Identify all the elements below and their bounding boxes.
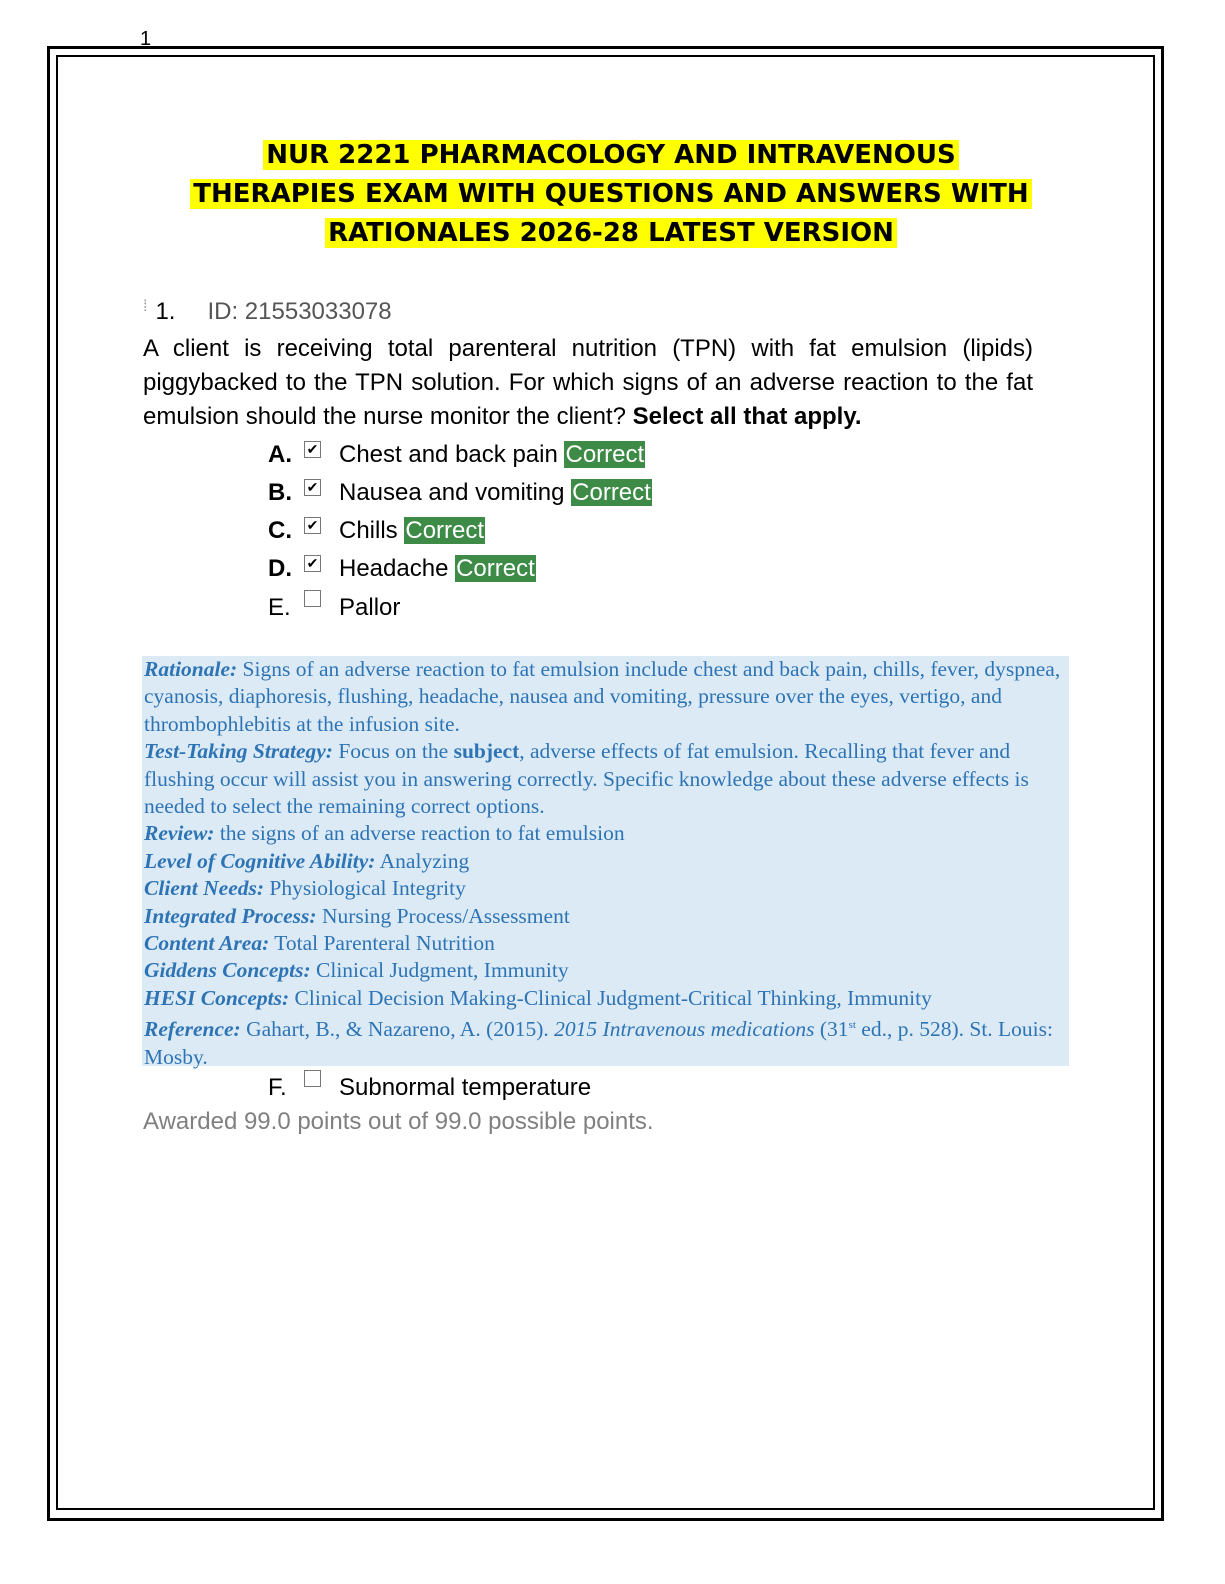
strategy-subject: subject [453,739,520,764]
option-a[interactable] [268,438,645,472]
title-line-1: NUR 2221 PHARMACOLOGY AND INTRAVENOUS [263,140,959,170]
client-needs-label: Client Needs: [144,876,265,901]
question-header [143,298,392,326]
reference-text-3: ed., p. 528). St. Louis: Mosby. [144,1017,1053,1069]
strategy-label: Test-Taking Strategy: [144,739,333,764]
option-letter: C. [268,517,292,544]
level-label: Level of Cognitive Ability: [144,848,376,873]
option-text: Chills [339,517,398,544]
option-letter: E. [268,594,291,621]
option-letter: F. [268,1074,287,1101]
strategy-text: Focus on the [332,739,454,764]
reference-text: Gahart, B., & Nazareno, A. (2015). [240,1017,555,1042]
level-text: Analyzing [375,848,470,873]
question-stem-instruction: Select all that apply. [632,403,862,430]
correct-badge: Correct [456,555,535,582]
option-text: Headache [339,555,449,582]
question-id: ID: 21553033078 [207,298,392,325]
rationale-box [142,656,1069,1069]
review-label: Review: [144,821,215,846]
option-text: Subnormal temperature [339,1074,592,1101]
checkbox-checked-icon[interactable]: ✔ [304,479,321,496]
rationale-text: Signs of an adverse reaction to fat emulsion include chest and back pain, chills, fever, dyspnea, cyanosis, diaphoresis, flushing, headache, nausea and vomiting, pressure over the eyes, vertigo, and thrombophlebitis at the infusion site. [144,657,1061,736]
option-text: Nausea and vomiting [339,479,565,506]
question-marker-icon: ⁞ [143,298,148,315]
checkbox-checked-icon[interactable]: ✔ [304,441,321,458]
reference-sup: st [848,1019,856,1032]
option-b[interactable] [268,476,652,510]
strategy-text-2: , adverse effects of fat emulsion. Recalling that fever and flushing occur will assist you in answering correctly. Specific knowledge about these adverse effects is needed to select the remaining correct options. [144,739,1029,819]
correct-badge: Correct [572,479,651,506]
reference-label: Reference: [144,1017,241,1042]
checkbox-unchecked-icon[interactable] [304,590,321,607]
option-e[interactable] [268,591,400,625]
document-title [140,136,1082,253]
reference-title: 2015 Intravenous medications [554,1017,815,1042]
integrated-process-label: Integrated Process: [144,903,317,928]
content-area-label: Content Area: [144,931,270,956]
option-f[interactable] [268,1071,591,1105]
client-needs-text: Physiological Integrity [264,876,466,901]
integrated-process-text: Nursing Process/Assessment [316,903,570,928]
option-letter: A. [268,441,292,468]
page-number: 1 [140,28,152,50]
correct-badge: Correct [405,517,485,544]
option-c[interactable] [268,514,485,548]
question-number: 1. [155,298,176,325]
hesi-text: Clinical Decision Making-Clinical Judgment-Critical Thinking, Immunity [289,985,932,1010]
hesi-label: HESI Concepts: [144,985,290,1010]
checkbox-checked-icon[interactable]: ✔ [304,517,321,534]
option-letter: D. [268,555,292,582]
option-letter: B. [268,479,292,506]
option-text: Pallor [339,594,401,621]
correct-badge: Correct [565,441,645,468]
rationale-label: Rationale: [144,657,238,681]
score-text: Awarded 99.0 points out of 99.0 possible points. [143,1108,654,1135]
title-line-2: THERAPIES EXAM WITH QUESTIONS AND ANSWERS WITH [190,179,1031,209]
option-text: Chest and back pain [339,441,558,468]
checkbox-checked-icon[interactable]: ✔ [304,555,321,572]
giddens-label: Giddens Concepts: [144,958,311,983]
title-line-3: RATIONALES 2026-28 LATEST VERSION [325,218,897,248]
option-d[interactable] [268,552,536,586]
question-stem [143,332,1033,434]
reference-text-2: (31 [814,1017,849,1042]
review-text: the signs of an adverse reaction to fat emulsion [214,821,625,846]
giddens-text: Clinical Judgment, Immunity [310,958,569,983]
checkbox-unchecked-icon[interactable] [304,1070,321,1087]
question-stem-text: A client is receiving total parenteral nutrition (TPN) with fat emulsion (lipids) piggybacked to the TPN solution. For which signs of an adverse reaction to the fat emulsion should the nurse monitor the client? [143,335,1033,430]
content-area-text: Total Parenteral Nutrition [269,931,495,956]
